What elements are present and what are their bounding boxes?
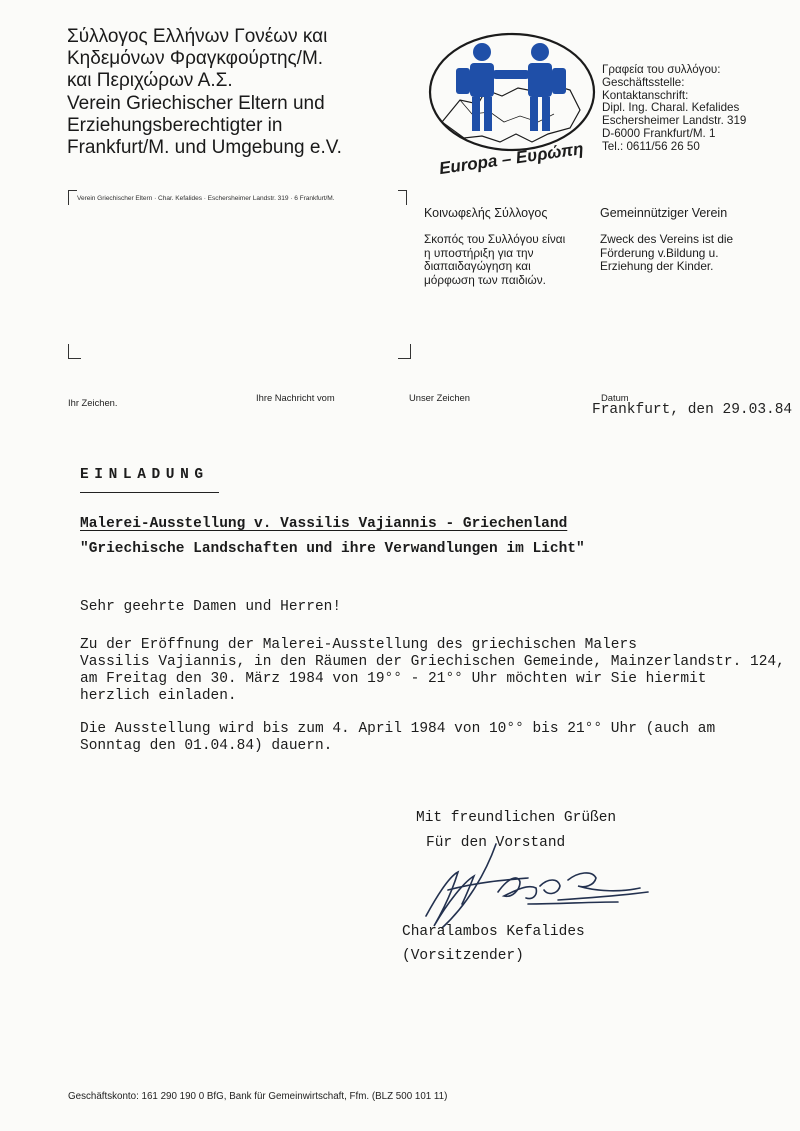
org-line: Κηδεμόνων Φραγκφούρτης/Μ. <box>67 48 324 70</box>
address-window-corner <box>398 344 411 359</box>
office-line: Tel.: 0611/56 26 50 <box>602 139 700 153</box>
org-line: Σύλλογος Ελλήνων Γονέων και <box>67 26 328 47</box>
org-line: Frankfurt/M. und Umgebung e.V. <box>67 137 342 159</box>
office-address <box>602 64 797 154</box>
europa-logo-icon <box>420 30 600 180</box>
purpose-line: διαπαιδαγώγηση και <box>424 259 531 273</box>
purpose-line: Σκοπός του Συλλόγου είναι <box>424 232 566 246</box>
bank-account-footer: Geschäftskonto: 161 290 190 0 BfG, Bank für Gemeinwirtschaft, Ffm. (BLZ 500 101 11) <box>68 1091 448 1102</box>
closing-greeting: Mit freundlichen Grüßen <box>416 810 617 826</box>
office-line: D-6000 Frankfurt/M. 1 <box>602 126 716 140</box>
paragraph-line: Zu der Eröffnung der Malerei-Ausstellung des griechischen Malers <box>80 637 637 653</box>
letter-title: EINLADUNG <box>80 467 209 483</box>
ref-datum-label: Datum <box>601 392 629 403</box>
paragraph-line: am Freitag den 30. März 1984 von 19°° - 21°° Uhr möchten wir Sie hiermit <box>80 671 707 687</box>
purpose-line: η υποστήριξη για την <box>424 245 534 260</box>
salutation: Sehr geehrte Damen und Herren! <box>80 599 342 615</box>
address-window-corner <box>398 190 407 205</box>
title-underline <box>80 492 219 493</box>
greek-purpose <box>424 233 565 287</box>
signature-icon <box>408 842 653 932</box>
paragraph-line: Die Ausstellung wird bis zum 4. April 1984 von 10°° bis 21°° Uhr (auch am <box>80 721 716 737</box>
exhibition-subtitle: "Griechische Landschaften und ihre Verwandlungen im Licht" <box>80 541 585 557</box>
paragraph-line: Vassilis Vajiannis, in den Räumen der Griechischen Gemeinde, Mainzerlandstr. 124, <box>80 654 785 670</box>
office-line: Dipl. Ing. Charal. Kefalides <box>602 101 740 115</box>
paragraph-line: Sonntag den 01.04.84) dauern. <box>80 738 333 754</box>
german-heading: Gemeinnütziger Verein <box>600 206 728 220</box>
ref-ihre-nachricht: Ihre Nachricht vom <box>256 392 335 403</box>
exhibition-title: Malerei-Ausstellung v. Vassilis Vajiannis - Griechenland <box>80 516 568 532</box>
ref-unser-zeichen: Unser Zeichen <box>409 392 470 403</box>
letter-date: Frankfurt, den 29.03.84 <box>592 402 793 418</box>
purpose-line: μόρφωση των παιδιών. <box>424 272 546 287</box>
org-line: και Περιχώρων Α.Σ. <box>67 70 233 92</box>
purpose-line: Erziehung der Kinder. <box>600 259 714 273</box>
signer-role: (Vorsitzender) <box>402 948 524 964</box>
paragraph-line: herzlich einladen. <box>80 688 237 704</box>
signer-name: Charalambos Kefalides <box>402 924 585 940</box>
for-board: Für den Vorstand <box>426 835 566 851</box>
address-window-corner <box>68 190 77 205</box>
office-line: Eschersheimer Landstr. 319 <box>602 114 747 128</box>
address-window-corner <box>68 344 81 359</box>
purpose-line: Förderung v.Bildung u. <box>600 245 719 260</box>
greek-heading: Κοινωφελής Σύλλογος <box>424 206 548 220</box>
org-line: Erziehungsberechtigter in <box>67 114 283 136</box>
org-line: Verein Griechischer Eltern und <box>67 92 325 114</box>
office-line: Geschäftsstelle: <box>602 75 685 89</box>
sender-return-line: Verein Griechischer Eltern · Char. Kefalides · Eschersheimer Landstr. 319 · 6 Frankfurt/M. <box>77 195 335 202</box>
office-line: Γραφεία του συλλόγου: <box>602 63 721 76</box>
organization-name <box>67 26 417 159</box>
purpose-line: Zweck des Vereins ist die <box>600 232 734 246</box>
german-purpose <box>600 233 733 274</box>
ref-ihr-zeichen: Ihr Zeichen. <box>68 397 118 408</box>
office-line: Kontaktanschrift: <box>602 88 689 102</box>
logo-text: Europa – Ευρώπη <box>437 139 585 179</box>
